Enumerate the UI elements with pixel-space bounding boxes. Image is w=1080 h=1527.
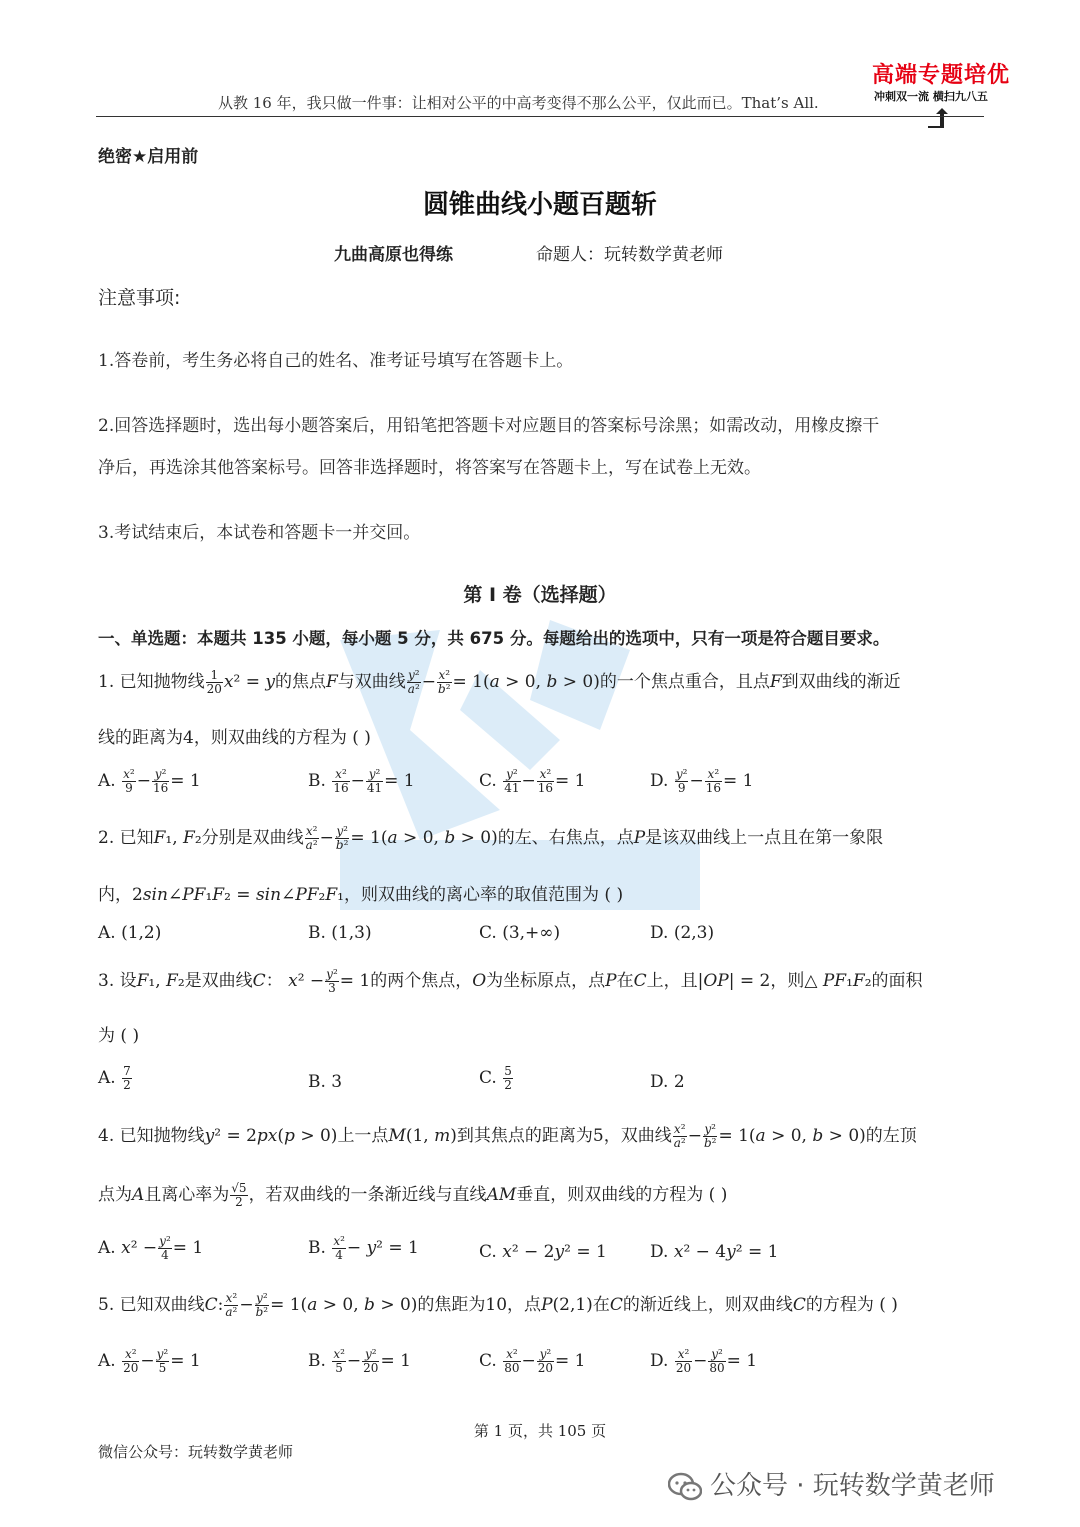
- brand-title: 高端专题培优: [872, 63, 1011, 88]
- question-5: 5. 已知双曲线C: $\frac{\text{x²}}{\text{a²}}$ − $\frac{\text{y²}}{\text{b²}}$ = 1(a > 0, b > 0)的焦距为10，点P(2,1)在C的渐近线上，则双曲线C的方程为 ( ): [98, 1291, 898, 1319]
- brand-arrow-icon: [926, 108, 954, 130]
- brand-subtitle: 冲刺双一流 横扫九八五: [874, 90, 988, 103]
- doc-author: 命题人：玩转数学黄老师: [536, 245, 723, 265]
- header-divider: [96, 116, 984, 117]
- q3-option-d[interactable]: D. 2: [650, 1072, 685, 1092]
- question-1-line2: 线的距离为4，则双曲线的方程为 ( ): [98, 728, 371, 748]
- notice-item-3: 3.考试结束后，本试卷和答题卡一并交回。: [98, 523, 421, 543]
- question-2: 2. 已知F₁, F₂分别是双曲线 $\frac{\text{x²}}{\text{a²}}$ − $\frac{\text{y²}}{\text{b²}}$ = 1(a > 0, b > 0)的左、右焦点，点P是该双曲线上一点且在第一象限: [98, 824, 884, 852]
- header-motto: 从教 16 年，我只做一件事：让相对公平的中高考变得不那么公平，仅此而已。That’s All.: [218, 94, 819, 112]
- q3-option-b[interactable]: B. 3: [308, 1072, 343, 1092]
- confidential-label: 绝密★启用前: [98, 147, 199, 167]
- footer-wechat-account: 微信公众号：玩转数学黄老师: [98, 1443, 294, 1461]
- question-3-line2: 为 ( ): [98, 1026, 140, 1046]
- q1-option-b[interactable]: B. $\frac{\text{x²}}{16}$ − $\frac{\text{y²}}{41}$ = 1: [308, 767, 415, 795]
- q4-option-b[interactable]: B. $\frac{\text{x²}}{4}$ − y² = 1: [308, 1234, 419, 1262]
- question-1: 1. 已知抛物线 $\frac{1}{20}$ x² = y的焦点F与双曲线 $\frac{\text{y²}}{\text{a²}}$ − $\frac{\text{x²}}{\text{b²}}$ = 1(a > 0, b > 0)的一个焦点重合，且点F到双曲线的渐近: [98, 668, 901, 696]
- page-number: 第 1 页，共 105 页: [473, 1422, 607, 1440]
- q3-option-a[interactable]: A. $\frac{7}{2}$: [98, 1064, 131, 1092]
- wechat-watermark: [668, 1465, 995, 1502]
- wechat-icon: [668, 1472, 702, 1502]
- q5-option-c[interactable]: C. $\frac{\text{x²}}{80}$ − $\frac{\text{y²}}{20}$ = 1: [479, 1347, 586, 1375]
- q2-option-b[interactable]: B. (1,3): [308, 923, 372, 943]
- q4-option-d[interactable]: D. x² − 4y² = 1: [650, 1242, 779, 1262]
- q2-option-c[interactable]: C. (3,+∞): [479, 923, 561, 943]
- q5-option-b[interactable]: B. $\frac{\text{x²}}{5}$ − $\frac{\text{y²}}{20}$ = 1: [308, 1347, 411, 1375]
- section-desc: 一、单选题：本题共 135 小题，每小题 5 分，共 675 分。每题给出的选项中，只有一项是符合题目要求。: [98, 629, 890, 648]
- q4-option-c[interactable]: C. x² − 2y² = 1: [479, 1242, 607, 1262]
- section-title: 第 I 卷（选择题）: [463, 584, 617, 606]
- doc-subtitle: 九曲高原也得练: [334, 245, 453, 265]
- wechat-watermark-text: 公众号 · 玩转数学黄老师: [710, 1471, 995, 1501]
- q4-option-a[interactable]: A. x² − $\frac{\text{y²}}{4}$ = 1: [98, 1234, 204, 1262]
- q1-option-c[interactable]: C. $\frac{\text{y²}}{41}$ − $\frac{\text{x²}}{16}$ = 1: [479, 767, 586, 795]
- q2-option-d[interactable]: D. (2,3): [650, 923, 715, 943]
- q2-option-a[interactable]: A. (1,2): [98, 923, 162, 943]
- q1-option-a[interactable]: A. $\frac{\text{x²}}{9}$ − $\frac{\text{y²}}{16}$ = 1: [98, 767, 201, 795]
- question-4: 4. 已知抛物线y² = 2px(p > 0)上一点M(1, m)到其焦点的距离为5，双曲线 $\frac{\text{x²}}{\text{a²}}$ − $\frac{\text{y²}}{\text{b²}}$ = 1(a > 0, b > 0)的左顶: [98, 1122, 917, 1150]
- question-3: 3. 设F₁, F₂是双曲线C： x² − $\frac{\text{y²}}{3}$ = 1的两个焦点，O为坐标原点，点P在C上，且|OP| = 2，则△ PF₁F₂的面积: [98, 967, 923, 995]
- notice-title: 注意事项:: [98, 287, 181, 309]
- q5-option-a[interactable]: A. $\frac{\text{x²}}{20}$ − $\frac{\text{y²}}{5}$ = 1: [98, 1347, 201, 1375]
- question-2-line2: 内，2sin∠PF₁F₂ = sin∠PF₂F₁，则双曲线的离心率的取值范围为 ( ): [98, 885, 624, 905]
- notice-item-2: 2.回答选择题时，选出每小题答案后，用铅笔把答题卡对应题目的答案标号涂黑；如需改动，用橡皮擦干: [98, 416, 880, 436]
- q3-option-c[interactable]: C. $\frac{5}{2}$: [479, 1064, 512, 1092]
- q5-option-d[interactable]: D. $\frac{\text{x²}}{20}$ − $\frac{\text{y²}}{80}$ = 1: [650, 1347, 758, 1375]
- notice-item-2-cont: 净后，再选涂其他答案标号。回答非选择题时，将答案写在答题卡上，写在试卷上无效。: [98, 458, 761, 478]
- doc-title: 圆锥曲线小题百题斩: [422, 190, 657, 220]
- q1-option-d[interactable]: D. $\frac{\text{y²}}{9}$ − $\frac{\text{x²}}{16}$ = 1: [650, 767, 754, 795]
- question-4-line2: 点为A且离心率为 $\frac{√5}{2}$ ，若双曲线的一条渐近线与直线AM垂直，则双曲线的方程为 ( ): [98, 1181, 728, 1209]
- notice-item-1: 1.答卷前，考生务必将自己的姓名、准考证号填写在答题卡上。: [98, 351, 574, 371]
